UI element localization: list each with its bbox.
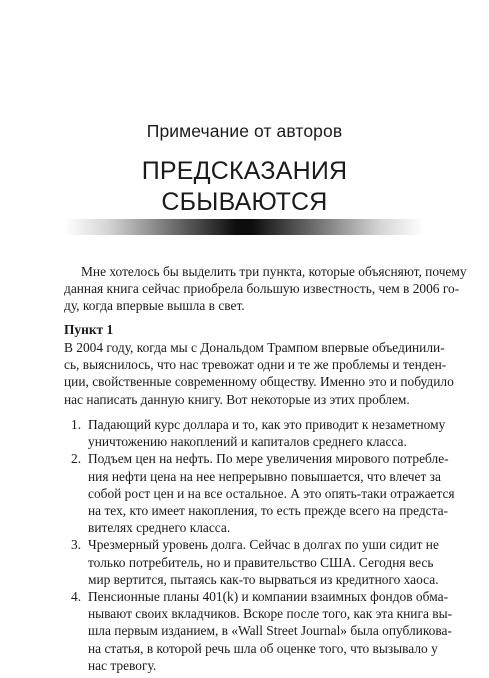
list-item — [64, 536, 439, 588]
intro-line-3: ду, когда впервые вышла в свет. — [64, 298, 245, 314]
list-item — [64, 416, 446, 450]
list-item-line: нывают своих вкладчиков. Вскоре после того, как эта книга вы- — [88, 606, 453, 622]
list-item-line: вителях среднего класса. — [88, 520, 231, 536]
list-item — [64, 588, 453, 674]
list-item-line: собой рост цен и на все остальное. А это опять-таки отражается — [88, 485, 455, 501]
list-item-line: только потребитель, но и правительство США. Сегодня весь — [88, 554, 434, 570]
list-item-line: на статья, в которой речь шла об оценке того, что вызывало у — [88, 640, 438, 656]
list-item-number: 3. — [71, 537, 82, 553]
point-1-line-2: сь, выяснилось, что нас тревожат одни и те же проблемы и тенден- — [64, 357, 447, 373]
point-1-line-1: В 2004 году, когда мы с Дональдом Трампом впервые объединили- — [64, 340, 445, 355]
list-item-line: на тех, кто имеет накопления, то есть прежде всего на предста- — [88, 503, 449, 519]
page-title — [0, 156, 489, 218]
list-item-line: Подъем цен на нефть. По мере увеличения мирового потребле- — [88, 451, 449, 467]
intro-line-1: Мне хотелось бы выделить три пункта, которые объясняют, почему — [81, 264, 467, 279]
list-item-line: шла первым изданием, в «Wall Street Journal» была опубликова- — [88, 623, 452, 639]
problem-list — [64, 416, 455, 674]
intro-paragraph — [64, 263, 467, 315]
list-item-line: мир вертится, пытаясь как-то вырваться из кредитного хаоса. — [88, 571, 439, 587]
list-item-line: ния нефти цена на нее непрерывно повышается, что влечет за — [88, 468, 441, 484]
intro-line-2: данная книга сейчас приобрела большую известность, чем в 2006 го- — [64, 281, 460, 297]
section-subtitle: Примечание от авторов — [146, 121, 343, 141]
point-1-heading: Пункт 1 — [64, 322, 114, 337]
list-item — [64, 450, 455, 536]
list-item-line: нас тревогу. — [88, 657, 157, 673]
title-line-2: СБЫВАЮТСЯ — [161, 188, 328, 216]
list-item-line: Падающий курс доллара и то, как это приводит к незаметному — [88, 417, 446, 432]
list-item-line: уничтожению накоплений и капиталов среднего класса. — [88, 434, 407, 450]
point-1-paragraph — [64, 339, 454, 408]
list-item-line: Чрезмерный уровень долга. Сейчас в долгах по уши сидит не — [88, 537, 439, 553]
decorative-gradient-rule — [64, 219, 424, 235]
point-1-line-4: нас написать данную книгу. Вот некоторые из этих проблем. — [64, 391, 410, 407]
list-item-line: Пенсионные планы 401(k) и компании взаимных фондов обма- — [88, 589, 449, 605]
list-item-number: 4. — [71, 589, 82, 605]
list-item-number: 1. — [71, 417, 82, 432]
list-item-number: 2. — [71, 451, 82, 467]
point-1-line-3: ции, свойственные современному обществу. Именно это и побудило — [64, 374, 454, 390]
title-line-1: ПРЕДСКАЗАНИЯ — [141, 157, 348, 185]
